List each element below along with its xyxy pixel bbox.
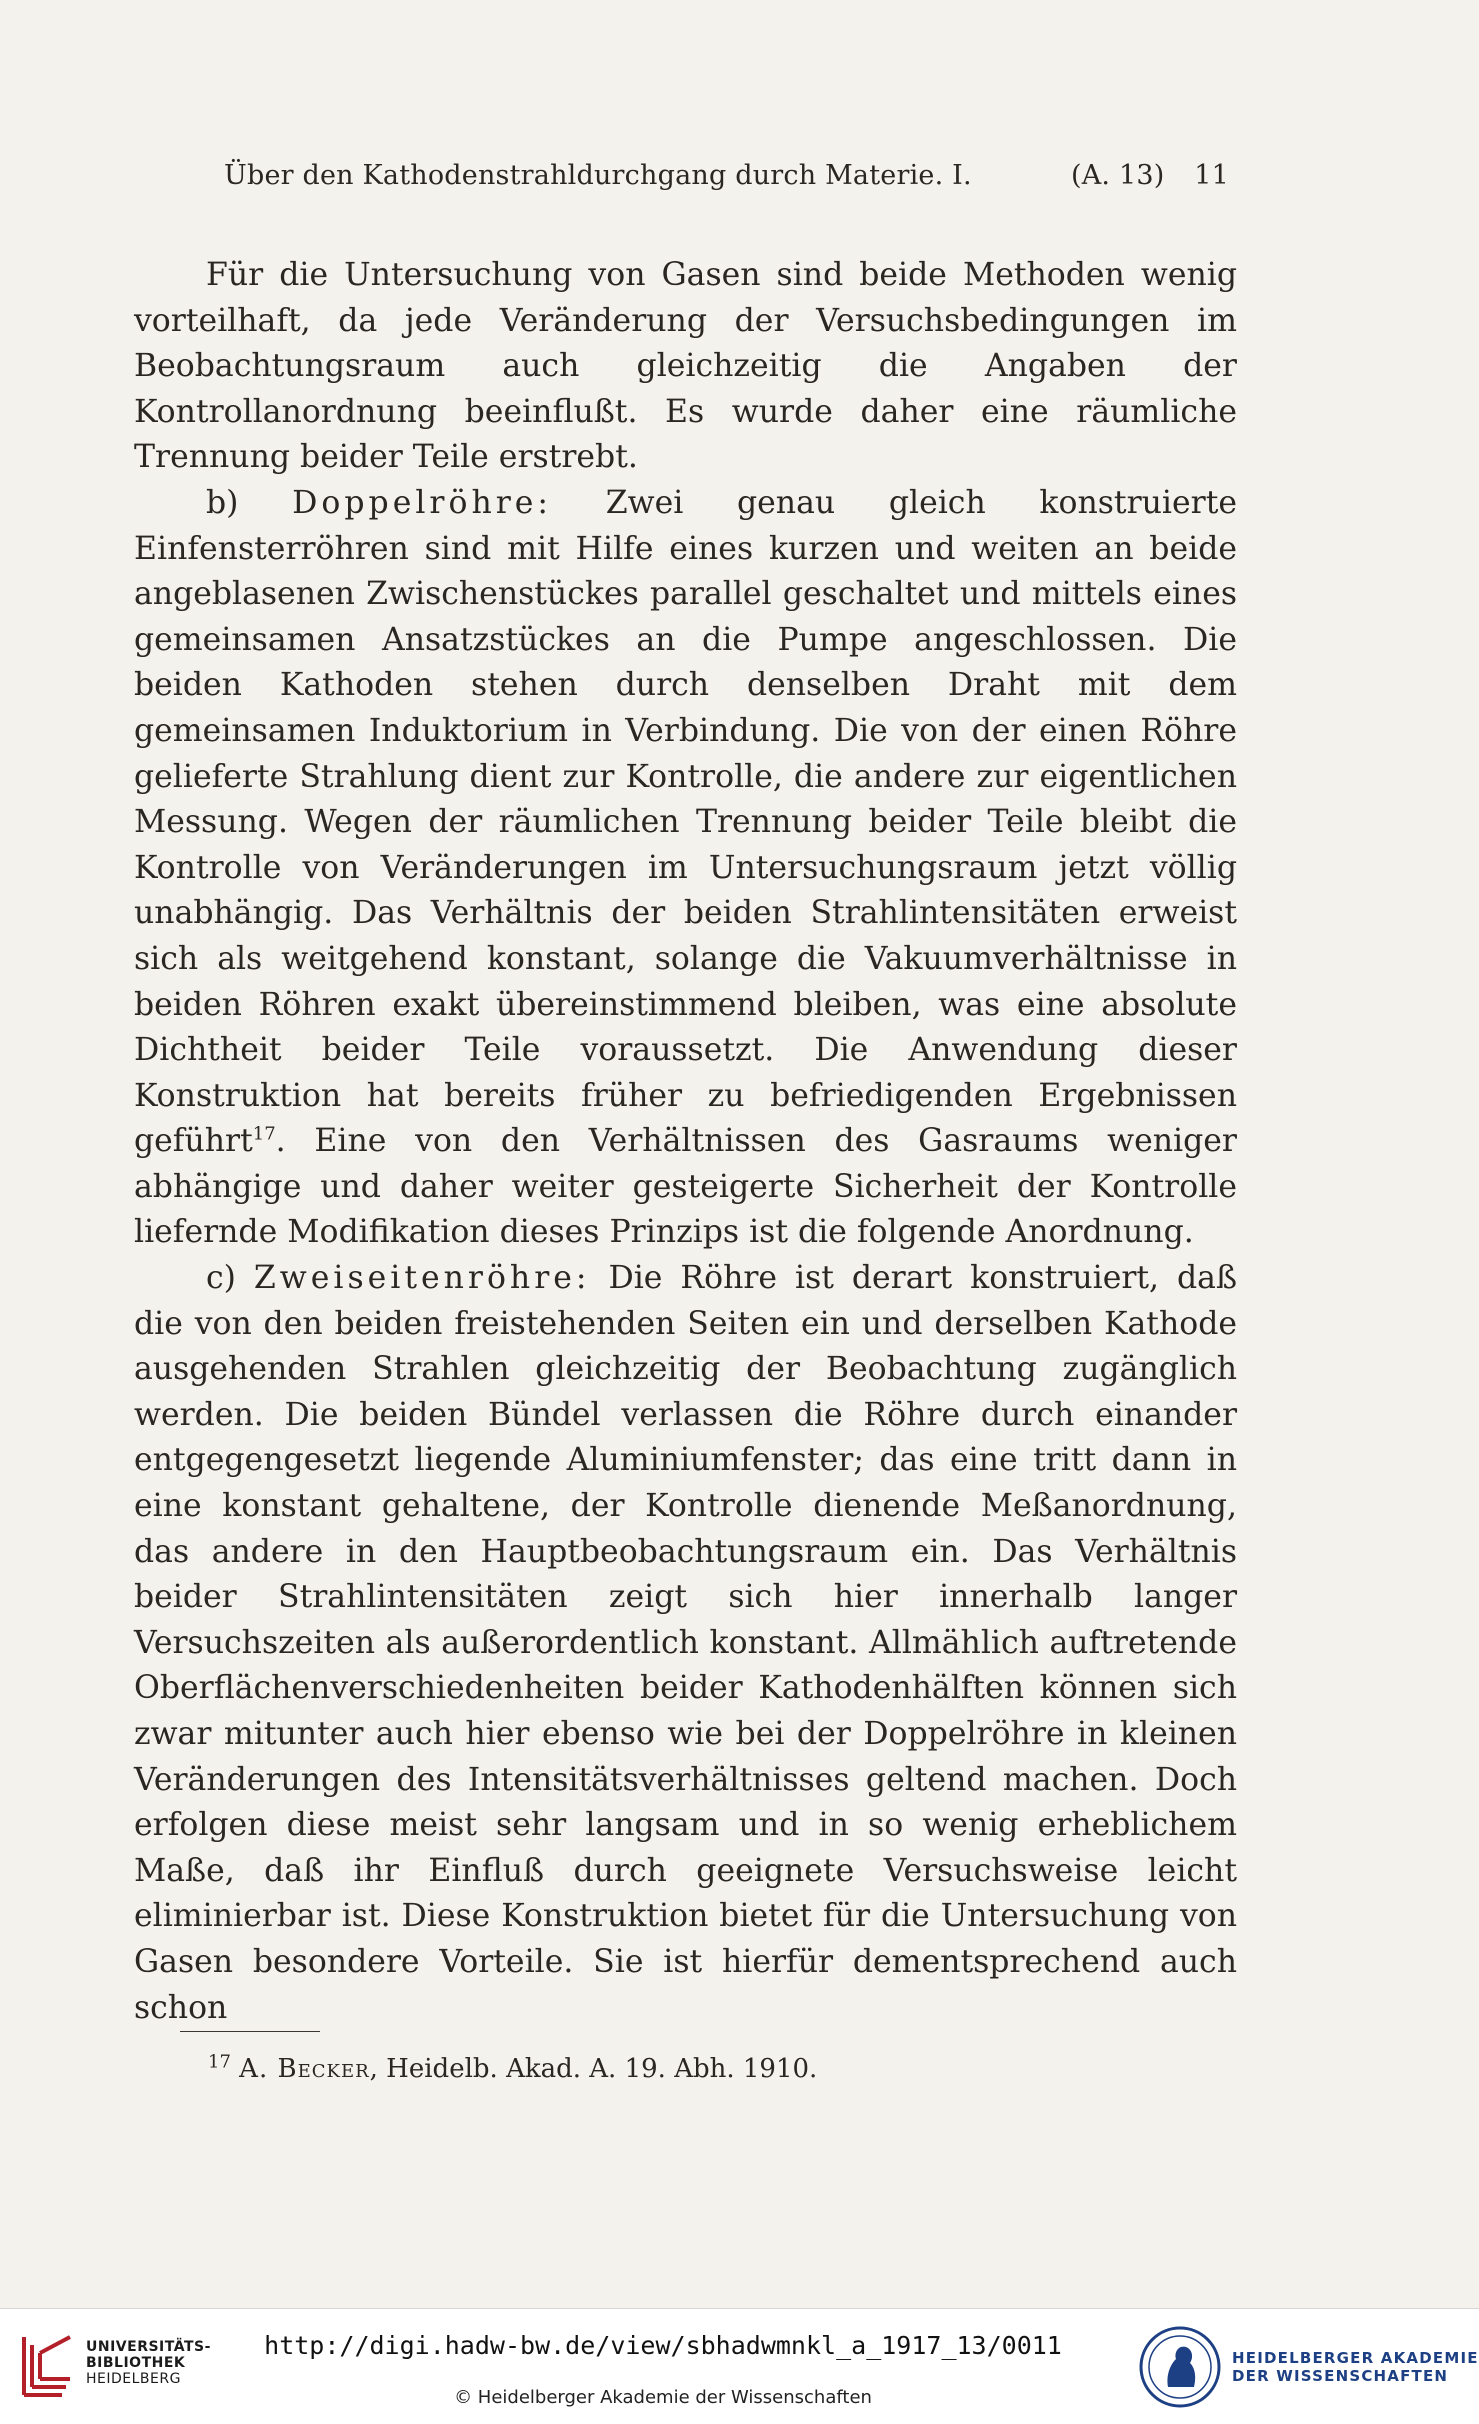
academy-name: HEIDELBERGER AKADEMIE DER WISSENSCHAFTEN bbox=[1232, 2349, 1479, 2385]
paragraph-lead: c) bbox=[206, 1260, 254, 1297]
section-term: Doppelröhre: bbox=[292, 484, 553, 521]
footnote-reference[interactable]: 17 bbox=[252, 1123, 276, 1145]
copyright-notice: © Heidelberger Akademie der Wissenschaften bbox=[454, 2387, 872, 2408]
paragraph-doppelroehre bbox=[134, 481, 1237, 1256]
university-library-logo-icon[interactable] bbox=[14, 2329, 78, 2403]
page-number: 11 bbox=[1194, 160, 1229, 191]
paragraph-text: Zwei genau gleich konstruierte Einfensterröhren sind mit Hilfe eines kurzen und weiten an beide angeblasenen Zwischenstückes parallel geschaltet und mittels eines gemeinsamen Ansatzstückes an die Pumpe angeschlossen. Die beiden Kathoden stehen durch denselben Draht mit dem gemeinsamen Induktorium in Verbindung. Die von der einen Röhre gelieferte Strahlung dient zur Kontrolle, die andere zur eigentlichen Messung. Wegen der räumlichen Trennung beider Teile bleibt die Kontrolle von Veränderungen im Untersuchungsraum jetzt völlig unabhängig. Das Verhältnis der beiden Strahlintensitäten erweist sich als weitgehend konstant, solange die Vakuumverhältnisse in beiden Röhren exakt übereinstimmend bleiben, was eine absolute Dichtheit beider Teile voraussetzt. Die Anwendung dieser Konstruktion hat bereits früher zu befriedigenden Ergebnissen geführt bbox=[134, 484, 1238, 1160]
footnote-author: A. Becker bbox=[239, 2054, 370, 2084]
footnote-number: 17 bbox=[208, 2051, 231, 2073]
university-library-name: UNIVERSITÄTS- BIBLIOTHEK HEIDELBERG bbox=[86, 2339, 211, 2387]
body-text bbox=[134, 253, 1237, 2031]
digitization-footer bbox=[0, 2308, 1479, 2424]
paragraph-text-continued: . Eine von den Verhältnissen des Gasraums weniger abhängige und daher weiter gesteigerte Sicherheit der Kontrolle liefernde Modifikation dieses Prinzips ist die folgende Anordnung. bbox=[134, 1123, 1237, 1251]
paragraph-zweiseitenroehre bbox=[134, 1256, 1237, 2031]
paragraph-text: Für die Untersuchung von Gasen sind beide Methoden wenig vorteilhaft, da jede Veränderung der Versuchsbedingungen im Beobachtungsraum auch gleichzeitig die Angaben der Kontrollanordnung beeinflußt. Es wurde daher eine räumliche Trennung beider Teile erstrebt. bbox=[134, 257, 1237, 476]
paragraph-intro bbox=[134, 253, 1237, 481]
academy-seal-icon[interactable] bbox=[1138, 2325, 1222, 2409]
section-term: Zweiseitenröhre: bbox=[253, 1260, 591, 1297]
footnote bbox=[208, 2052, 817, 2086]
footnote-divider bbox=[180, 2031, 320, 2032]
running-head-title: Über den Kathodenstrahldurchgang durch Materie. I. bbox=[224, 160, 972, 191]
permalink-url[interactable]: http://digi.hadw-bw.de/view/sbhadwmnkl_a_1917_13/0011 bbox=[264, 2331, 1062, 2360]
paragraph-lead: b) bbox=[206, 484, 293, 521]
paragraph-text: Die Röhre ist derart konstruiert, daß die von den beiden freistehenden Seiten ein und derselben Kathode ausgehenden Strahlen gleichzeitig der Beobachtung zugänglich werden. Die beiden Bündel verlassen die Röhre durch einander entgegengesetzt liegende Aluminiumfenster; das eine tritt dann in eine konstant gehaltene, der Kontrolle dienende Meßanordnung, das andere in den Hauptbeobachtungsraum ein. Das Verhältnis beider Strahlintensitäten zeigt sich hier innerhalb langer Versuchszeiten als außerordentlich konstant. Allmählich auftretende Oberflächenverschiedenheiten beider Kathodenhälften können sich zwar mitunter auch hier ebenso wie bei der Doppelröhre in kleinen Veränderungen des Intensitätsverhältnisses geltend machen. Doch erfolgen diese meist sehr langsam und in so wenig erheblichem Maße, daß ihr Einfluß durch geeignete Versuchsweise leicht eliminierbar ist. Diese Konstruktion bietet für die Untersuchung von Gasen besondere Vorteile. Sie ist hierfür dementsprechend auch schon bbox=[134, 1260, 1237, 2026]
footnote-text: , Heidelb. Akad. A. 19. Abh. 1910. bbox=[369, 2054, 818, 2084]
running-head-reference: (A. 13) bbox=[1071, 160, 1165, 191]
